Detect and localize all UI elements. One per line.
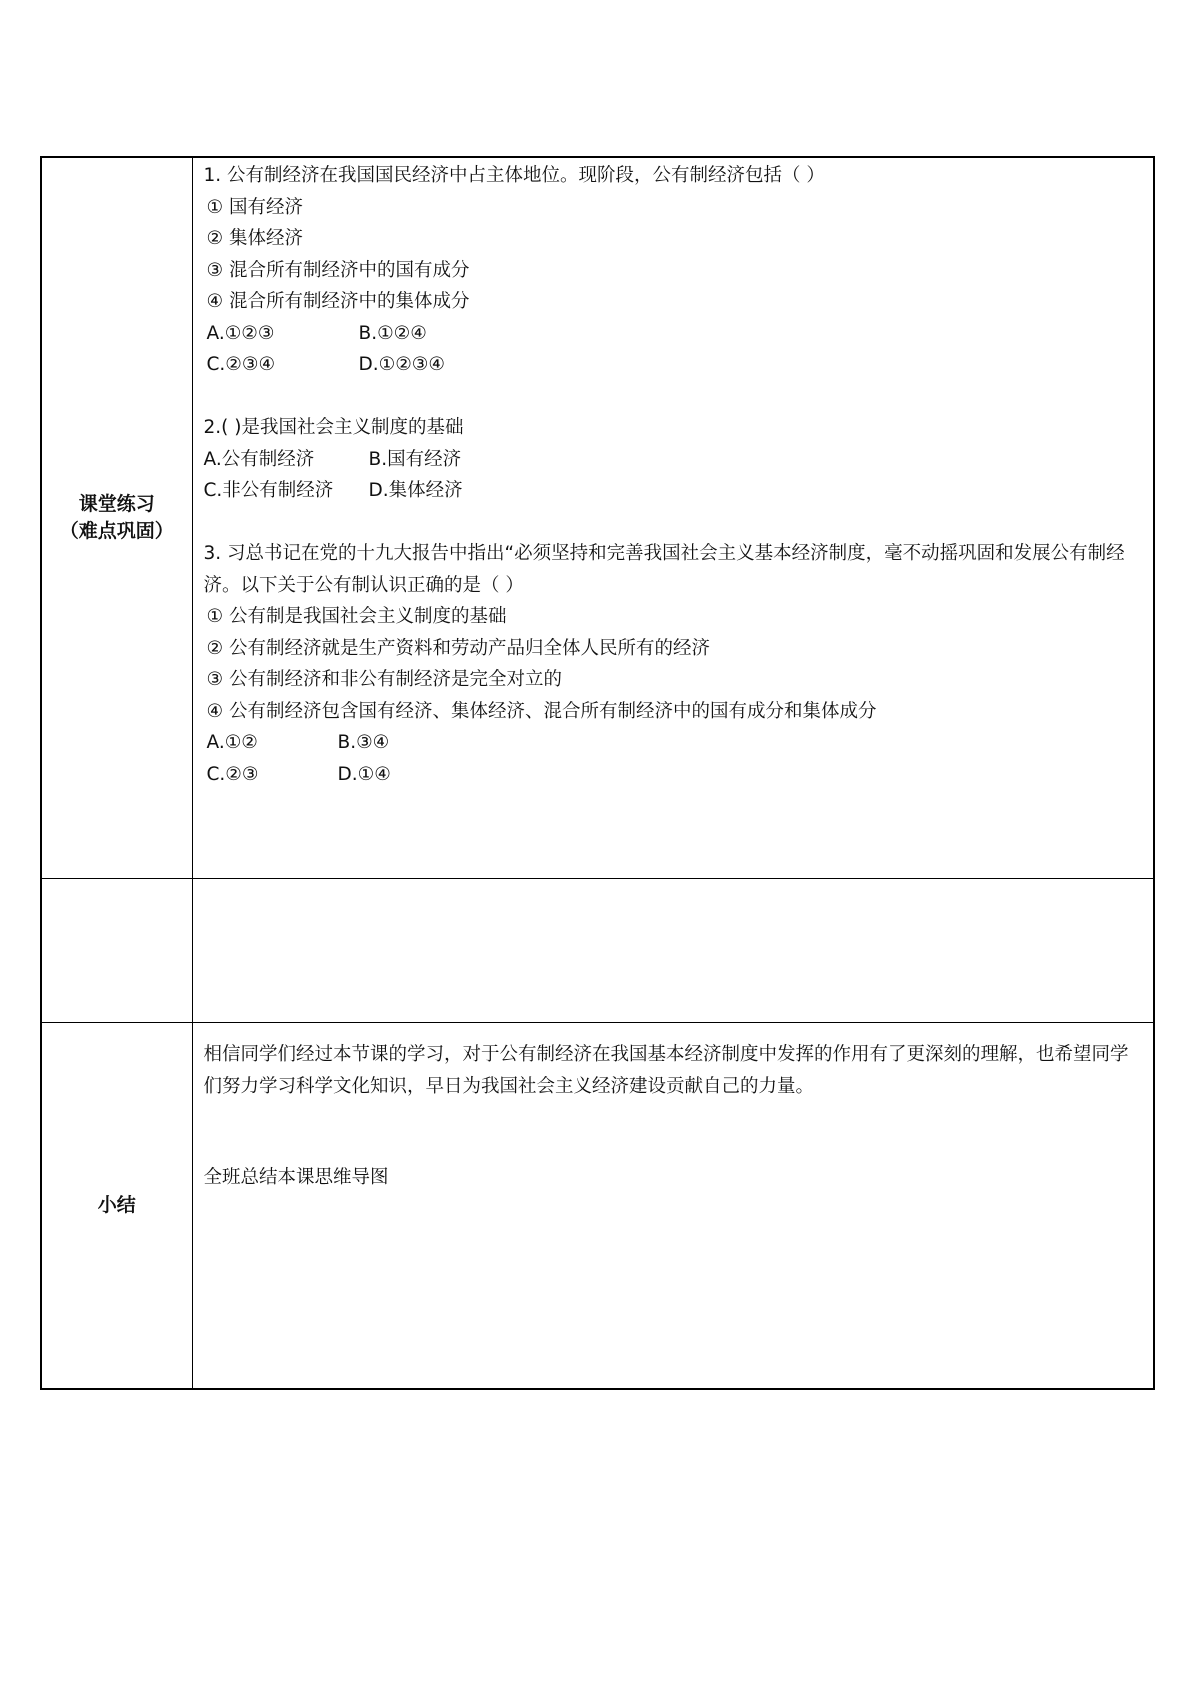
question-2-choices-row-1 [204,444,1142,476]
question-3-stem: 3. 习总书记在党的十九大报告中指出“必须坚持和完善我国社会主义基本经济制度，毫不动摇巩固和发展公有制经济。以下关于公有制认识正确的是（ ） [203,543,1125,596]
question-spacer [204,507,1142,539]
summary-row [41,1023,1154,1390]
question-3-choice-a: A.①② [206,732,258,753]
summary-label-cell [41,1023,192,1390]
question-1-choice-c: C.②③④ [206,354,276,375]
empty-content-cell [192,879,1154,1023]
question-2-choice-b: B.国有经济 [368,448,462,470]
question-1-statement-1: ① 国有经济 [206,196,303,218]
question-1-choice-d: D.①②③④ [358,354,445,375]
question-1-choices-row-2 [204,349,1142,381]
question-1-statement-3: ③ 混合所有制经济中的国有成分 [206,259,470,281]
practice-label-subtitle: （难点巩固） [59,520,174,542]
practice-label-title: 课堂练习 [78,493,155,515]
question-3-choice-c: C.②③ [206,763,259,785]
summary-body [193,1023,1154,1194]
question-3-choice-d: D.①④ [337,763,391,785]
question-3-statement-3: ③ 公有制经济和非公有制经济是完全对立的 [206,669,562,690]
question-3-choices-row-1 [204,727,1142,759]
summary-paragraph: 相信同学们经过本节课的学习，对于公有制经济在我国基本经济制度中发挥的作用有了更深刻的理解，也希望同学们努力学习科学文化知识，早日为我国社会主义经济建设贡献自己的力量。 [203,1044,1129,1097]
practice-label-cell [41,157,192,879]
summary-spacer [204,1102,1134,1162]
question-3 [204,538,1142,790]
question-3-statement-1: ① 公有制是我国社会主义制度的基础 [206,606,507,627]
summary-label: 小结 [97,1194,136,1216]
question-1-stem: 1. 公有制经济在我国国民经济中占主体地位。现阶段，公有制经济包括（ ） [203,165,825,186]
question-1-statement-2: ② 集体经济 [206,228,303,249]
question-2 [204,412,1142,507]
summary-content-cell [192,1023,1154,1390]
question-3-choice-b: B.③④ [337,732,390,753]
question-1-choice-a: A.①②③ [206,322,275,344]
question-2-choice-d: D.集体经济 [368,480,463,501]
question-3-statement-2: ② 公有制经济就是生产资料和劳动产品归全体人民所有的经济 [206,637,710,659]
question-2-stem: 2.( )是我国社会主义制度的基础 [203,417,464,438]
question-spacer [204,381,1142,413]
practice-content-cell [192,157,1154,879]
question-1-statement-4: ④ 混合所有制经济中的集体成分 [206,291,470,312]
question-1-choices-row-1 [204,318,1142,350]
question-1-choice-b: B.①②④ [358,322,427,344]
question-3-statement-4: ④ 公有制经济包含国有经济、集体经济、混合所有制经济中的国有成分和集体成分 [206,700,877,722]
empty-label-cell [41,879,192,1023]
question-2-choice-c: C.非公有制经济 [203,480,334,501]
mindmap-note: 全班总结本课思维导图 [203,1167,389,1188]
practice-questions [193,158,1154,790]
lesson-table [40,156,1155,1390]
question-2-choice-a: A.公有制经济 [203,448,315,470]
question-3-choices-row-2 [204,759,1142,791]
empty-row [41,879,1154,1023]
question-1 [204,160,1142,381]
question-2-choices-row-2 [204,475,1142,507]
practice-row [41,157,1154,879]
